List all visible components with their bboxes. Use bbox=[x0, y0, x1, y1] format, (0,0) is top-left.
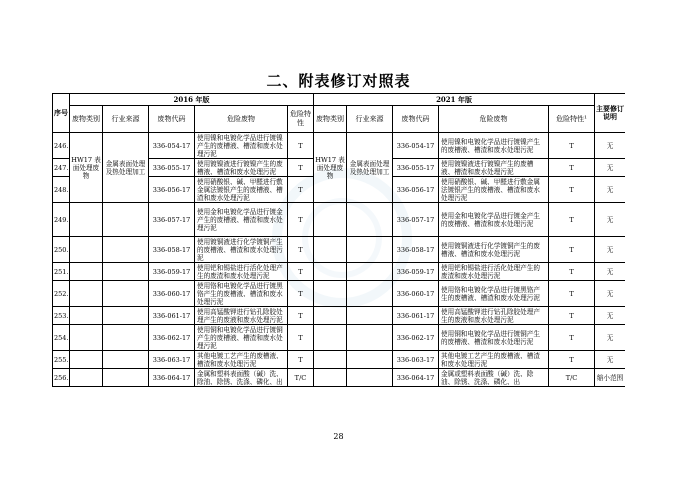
hazard-2021: T bbox=[549, 203, 595, 237]
empty-cell bbox=[314, 307, 347, 325]
row-seq: 254. bbox=[53, 325, 70, 351]
comparison-table-frame bbox=[52, 93, 625, 408]
revision-note: 无 bbox=[595, 263, 625, 281]
waste-desc-2021: 使用高锰酸钾进行钻孔除胶处理产生的废液和废水处理污泥 bbox=[439, 307, 549, 325]
empty-cell bbox=[103, 281, 149, 307]
header-code-2016: 废物代码 bbox=[149, 106, 195, 133]
header-waste-2016: 危险废物 bbox=[195, 106, 288, 133]
code-2016: 336-056-17 bbox=[149, 177, 195, 203]
header-seq: 序号 bbox=[53, 94, 70, 133]
row-seq: 250. bbox=[53, 237, 70, 263]
table-row bbox=[53, 237, 626, 263]
row-seq: 252. bbox=[53, 281, 70, 307]
waste-desc-2021: 使用镀镍液进行镀镍产生的废槽液、槽渣和废水处理污泥 bbox=[439, 159, 549, 177]
empty-cell bbox=[314, 203, 347, 237]
empty-cell bbox=[70, 237, 103, 263]
hazard-2021: T bbox=[549, 177, 595, 203]
row-seq: 246. bbox=[53, 133, 70, 159]
empty-cell bbox=[103, 351, 149, 369]
revision-note: 缩小范围 bbox=[595, 369, 625, 387]
header-row-columns bbox=[53, 106, 626, 133]
revision-note: 无 bbox=[595, 325, 625, 351]
table-body bbox=[53, 94, 626, 387]
header-industry-2021: 行业来源 bbox=[347, 106, 393, 133]
code-2021: 336-055-17 bbox=[393, 159, 439, 177]
code-2021: 336-064-17 bbox=[393, 369, 439, 387]
hazard-2021: T/C bbox=[549, 369, 595, 387]
header-main-note: 主要修订说明 bbox=[595, 94, 625, 133]
hazard-2016: T bbox=[288, 351, 314, 369]
waste-desc-2016: 使用铜和电镀化学品进行镀铜产生的废槽液、槽渣和废水处理污泥 bbox=[195, 325, 288, 351]
row-seq: 247. bbox=[53, 159, 70, 177]
header-2016: 2016 年版 bbox=[70, 94, 314, 106]
code-2016: 336-060-17 bbox=[149, 281, 195, 307]
empty-cell bbox=[103, 237, 149, 263]
waste-desc-2016: 使用金和电镀化学品进行镀金产生的废槽液、槽渣和废水处理污泥 bbox=[195, 203, 288, 237]
hazard-2016: T bbox=[288, 203, 314, 237]
waste-desc-2021: 使用镍和电镀化学品进行镀镍产生的废槽液、槽渣和废水处理污泥 bbox=[439, 133, 549, 159]
empty-cell bbox=[70, 307, 103, 325]
empty-cell bbox=[70, 281, 103, 307]
row-seq: 256. bbox=[53, 369, 70, 387]
hazard-2021: T bbox=[549, 237, 595, 263]
hazard-2021: T bbox=[549, 325, 595, 351]
hazard-2021: T bbox=[549, 351, 595, 369]
code-2016: 336-062-17 bbox=[149, 325, 195, 351]
revision-note: 无 bbox=[595, 281, 625, 307]
waste-desc-2016: 使用镍和电镀化学品进行镀镍产生的废槽液、槽渣和废水处理污泥 bbox=[195, 133, 288, 159]
empty-cell bbox=[347, 263, 393, 281]
code-2021: 336-054-17 bbox=[393, 133, 439, 159]
waste-desc-2016: 金属和塑料表面酸（碱）洗、除油、除锈、洗涤、磷化、出 bbox=[195, 369, 288, 387]
header-industry-2016: 行业来源 bbox=[103, 106, 149, 133]
revision-note: 无 bbox=[595, 307, 625, 325]
empty-cell bbox=[314, 281, 347, 307]
industry-2016: 金属表面处理及热处理加工 bbox=[103, 133, 149, 203]
header-row-versions bbox=[53, 94, 626, 106]
row-seq: 248. bbox=[53, 177, 70, 203]
waste-desc-2021: 使用金和电镀化学品进行镀金产生的废槽液、槽渣和废水处理污泥 bbox=[439, 203, 549, 237]
empty-cell bbox=[347, 203, 393, 237]
empty-cell bbox=[70, 263, 103, 281]
empty-cell bbox=[70, 369, 103, 387]
empty-cell bbox=[347, 369, 393, 387]
code-2016: 336-063-17 bbox=[149, 351, 195, 369]
hazard-2021: T bbox=[549, 133, 595, 159]
header-2021: 2021 年版 bbox=[314, 94, 595, 106]
table-row bbox=[53, 325, 626, 351]
code-2021: 336-057-17 bbox=[393, 203, 439, 237]
category-2021: HW17 表面处理废物 bbox=[314, 133, 347, 203]
header-category-2016: 废物类别 bbox=[70, 106, 103, 133]
waste-desc-2021: 使用铜和电镀化学品进行镀铜产生的废槽液、槽渣和废水处理污泥 bbox=[439, 325, 549, 351]
code-2016: 336-061-17 bbox=[149, 307, 195, 325]
empty-cell bbox=[314, 369, 347, 387]
table-row bbox=[53, 203, 626, 237]
revision-note: 无 bbox=[595, 237, 625, 263]
table-row bbox=[53, 369, 626, 387]
empty-cell bbox=[347, 237, 393, 263]
empty-cell bbox=[103, 307, 149, 325]
revision-note: 无 bbox=[595, 351, 625, 369]
waste-desc-2016: 使用铬和电镀化学品进行镀黑铬产生的废槽液、槽渣和废水处理污泥 bbox=[195, 281, 288, 307]
header-hazard-2021: 危险特性¹ bbox=[549, 106, 595, 133]
hazard-2016: T bbox=[288, 177, 314, 203]
code-2021: 336-058-17 bbox=[393, 237, 439, 263]
code-2016: 336-064-17 bbox=[149, 369, 195, 387]
waste-desc-2021: 其他电镀工艺产生的废槽液、槽渣和废水处理污泥 bbox=[439, 351, 549, 369]
empty-cell bbox=[347, 325, 393, 351]
row-seq: 251. bbox=[53, 263, 70, 281]
empty-cell bbox=[70, 203, 103, 237]
table-row bbox=[53, 281, 626, 307]
table-row bbox=[53, 263, 626, 281]
category-2016: HW17 表面处理废物 bbox=[70, 133, 103, 203]
hazard-2016: T bbox=[288, 307, 314, 325]
empty-cell bbox=[103, 263, 149, 281]
code-2016: 336-057-17 bbox=[149, 203, 195, 237]
waste-desc-2021: 使用硝酸银、碱、甲醛进行敷金属法镀银产生的废槽液、槽渣和废水处理污泥 bbox=[439, 177, 549, 203]
empty-cell bbox=[347, 351, 393, 369]
waste-desc-2016: 使用镀镍液进行镀镍产生的废槽液、槽渣和废水处理污泥 bbox=[195, 159, 288, 177]
hazard-2021: T bbox=[549, 159, 595, 177]
hazard-2016: T bbox=[288, 263, 314, 281]
hazard-2016: T/C bbox=[288, 369, 314, 387]
waste-desc-2016: 使用硝酸银、碱、甲醛进行敷金属法镀银产生的废槽液、槽渣和废水处理污泥 bbox=[195, 177, 288, 203]
code-2021: 336-062-17 bbox=[393, 325, 439, 351]
empty-cell bbox=[70, 351, 103, 369]
revision-note: 无 bbox=[595, 203, 625, 237]
header-code-2021: 废物代码 bbox=[393, 106, 439, 133]
waste-desc-2021: 使用镀铜液进行化学镀铜产生的废槽液、槽渣和废水处理污泥 bbox=[439, 237, 549, 263]
empty-cell bbox=[347, 281, 393, 307]
hazard-2021: T bbox=[549, 307, 595, 325]
empty-cell bbox=[103, 325, 149, 351]
comparison-table bbox=[52, 93, 625, 387]
page-number: 28 bbox=[333, 432, 344, 441]
hazard-2016: T bbox=[288, 281, 314, 307]
header-category-2021: 废物类别 bbox=[314, 106, 347, 133]
empty-cell bbox=[103, 203, 149, 237]
code-2016: 336-054-17 bbox=[149, 133, 195, 159]
waste-desc-2016: 使用高锰酸钾进行钻孔除胶处理产生的废液和废水处理污泥 bbox=[195, 307, 288, 325]
table-row bbox=[53, 307, 626, 325]
empty-cell bbox=[347, 307, 393, 325]
empty-cell bbox=[103, 369, 149, 387]
code-2021: 336-063-17 bbox=[393, 351, 439, 369]
empty-cell bbox=[314, 325, 347, 351]
table-row bbox=[53, 351, 626, 369]
code-2021: 336-059-17 bbox=[393, 263, 439, 281]
code-2016: 336-055-17 bbox=[149, 159, 195, 177]
waste-desc-2021: 使用铬和电镀化学品进行镀黑铬产生的废槽液、槽渣和废水处理污泥 bbox=[439, 281, 549, 307]
code-2016: 336-058-17 bbox=[149, 237, 195, 263]
code-2016: 336-059-17 bbox=[149, 263, 195, 281]
revision-note: 无 bbox=[595, 133, 625, 159]
row-seq: 253. bbox=[53, 307, 70, 325]
waste-desc-2016: 使用镀铜液进行化学镀铜产生的废槽液、槽渣和废水处理污泥 bbox=[195, 237, 288, 263]
hazard-2016: T bbox=[288, 237, 314, 263]
industry-2021: 金属表面处理及热处理加工 bbox=[347, 133, 393, 203]
waste-desc-2016: 使用钯和锡盐进行活化处理产生的废渣和废水处理污泥 bbox=[195, 263, 288, 281]
hazard-2021: T bbox=[549, 281, 595, 307]
hazard-2016: T bbox=[288, 159, 314, 177]
empty-cell bbox=[314, 263, 347, 281]
hazard-2016: T bbox=[288, 133, 314, 159]
empty-cell bbox=[314, 237, 347, 263]
waste-desc-2016: 其他电镀工艺产生的废槽液、槽渣和废水处理污泥 bbox=[195, 351, 288, 369]
waste-desc-2021: 使用钯和锡盐进行活化处理产生的废渣和废水处理污泥 bbox=[439, 263, 549, 281]
hazard-2021: T bbox=[549, 263, 595, 281]
row-seq: 255. bbox=[53, 351, 70, 369]
code-2021: 336-056-17 bbox=[393, 177, 439, 203]
waste-desc-2021: 金属或塑料表面酸（碱）洗、除油、除锈、洗涤、磷化、出 bbox=[439, 369, 549, 387]
code-2021: 336-061-17 bbox=[393, 307, 439, 325]
row-seq: 249. bbox=[53, 203, 70, 237]
hazard-2016: T bbox=[288, 325, 314, 351]
empty-cell bbox=[70, 325, 103, 351]
header-waste-2021: 危险废物 bbox=[439, 106, 549, 133]
page-title: 二、附表修订对照表 bbox=[266, 72, 411, 90]
code-2021: 336-060-17 bbox=[393, 281, 439, 307]
header-hazard-2016: 危险特性 bbox=[288, 106, 314, 133]
revision-note: 无 bbox=[595, 159, 625, 177]
revision-note: 无 bbox=[595, 177, 625, 203]
empty-cell bbox=[314, 351, 347, 369]
table-row bbox=[53, 133, 626, 159]
